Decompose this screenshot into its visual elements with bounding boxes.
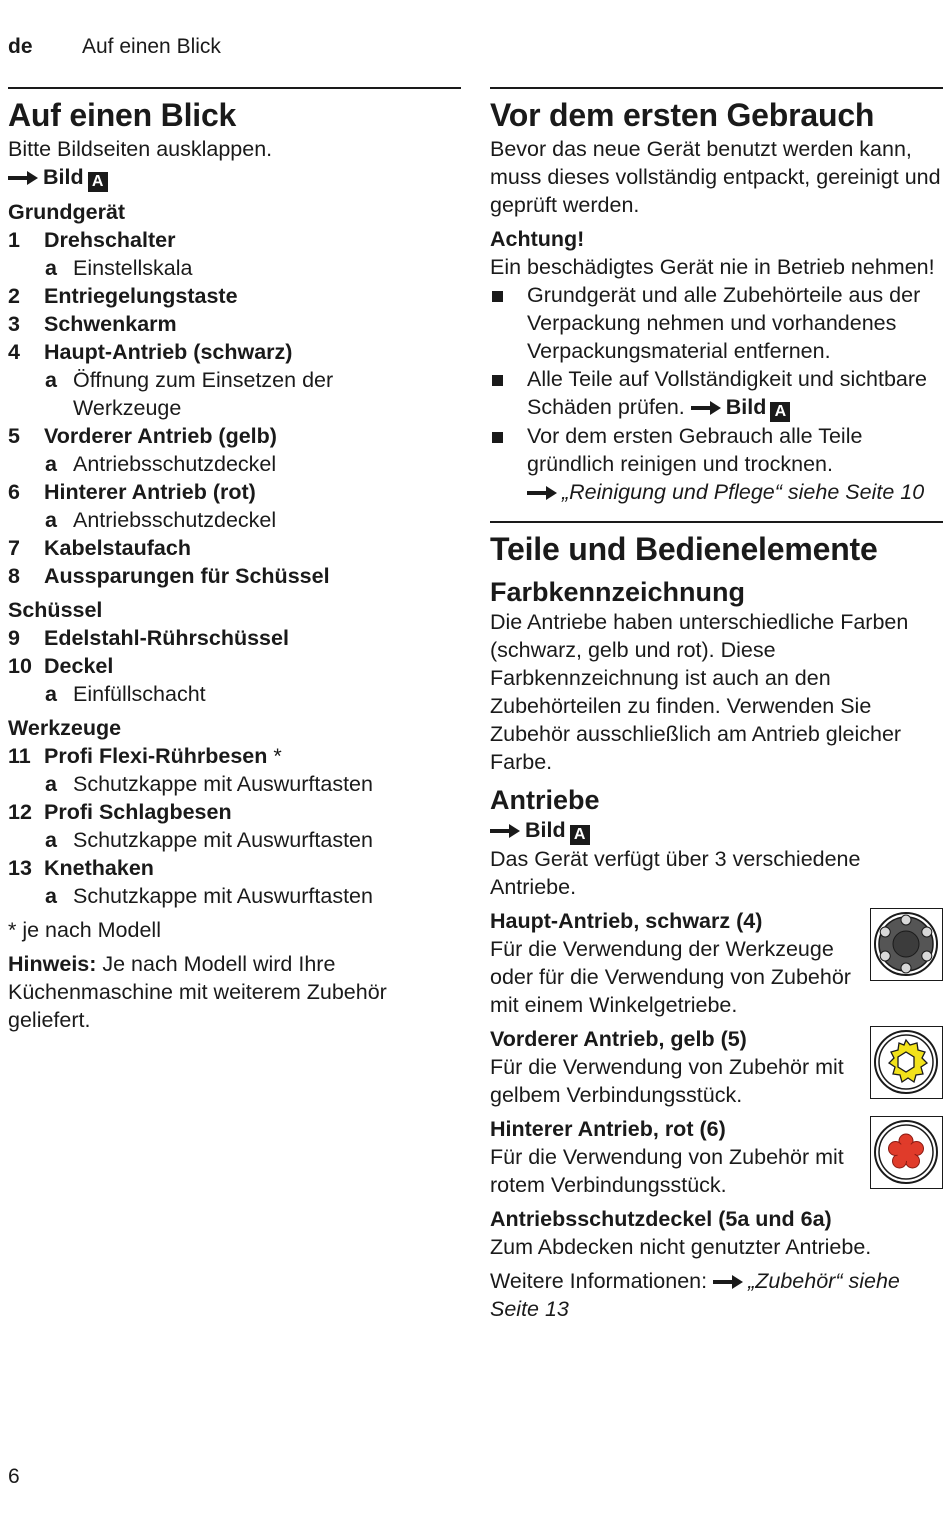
group-title: Schüssel: [8, 598, 103, 622]
drive-main: [490, 907, 943, 1019]
list-item: 10 Deckel: [8, 654, 114, 678]
list-item: 7 Kabelstaufach: [8, 536, 191, 560]
group-title: Grundgerät: [8, 200, 126, 224]
drive-front: [490, 1025, 943, 1109]
list-item: 11 Profi Flexi-Rührbesen *: [8, 744, 282, 768]
list-item: 6 Hinterer Antrieb (rot): [8, 480, 256, 504]
figure-label: Bild: [43, 165, 84, 189]
header-title: Auf einen Blick: [82, 35, 221, 58]
section-rule: [8, 87, 461, 89]
sub-item: a Einfüllschacht: [45, 682, 206, 706]
subsection-title-drives: Antriebe: [490, 785, 600, 815]
list-item: 12 Profi Schlagbesen: [8, 800, 232, 824]
list-item: 3 Schwenkarm: [8, 312, 177, 336]
section-title-first-use: Vor dem ersten Gebrauch: [490, 97, 875, 133]
list-item: 8 Aussparungen für Schüssel: [8, 564, 330, 588]
warning-label: Achtung!: [490, 227, 585, 251]
arrow-right-icon: [8, 171, 38, 185]
arrow-right-icon: [490, 824, 520, 838]
arrow-right-icon: [713, 1275, 743, 1289]
figure-reference[interactable]: [8, 163, 461, 192]
black-drive-icon: [870, 908, 943, 981]
hint-label: Hinweis:: [8, 952, 97, 976]
drive-text: Für die Verwendung von Zubehör mit gelbem Verbindungsstück.: [490, 1055, 844, 1107]
hint-text: Je nach Modell wird Ihre Küchenmaschine mit weiterem Zubehör geliefert.: [8, 952, 387, 1032]
list-item: 13 Knethaken: [8, 856, 154, 880]
cross-reference-link[interactable]: „Reinigung und Pflege“ siehe Seite 10: [527, 480, 924, 504]
page-number: 6: [8, 1465, 20, 1488]
bullet-square-icon: [492, 375, 503, 386]
section-title-overview: Auf einen Blick: [8, 97, 237, 133]
section-rule: [490, 521, 943, 523]
list-item: 9 Edelstahl-Rührschüssel: [8, 626, 289, 650]
arrow-right-icon: [527, 486, 557, 500]
group-title: Werkzeuge: [8, 716, 122, 740]
drives-text: Das Gerät verfügt über 3 verschiedene Antriebe.: [490, 847, 861, 899]
figure-box: A: [770, 402, 790, 422]
bullet-item: Grundgerät und alle Zubehörteile aus der Verpackung nehmen und vorhandenes Verpackungsmaterial entfernen.: [490, 281, 943, 365]
yellow-drive-icon: [870, 1026, 943, 1099]
left-column: [8, 87, 461, 1034]
sub-item-continuation: Werkzeuge: [73, 396, 182, 420]
figure-box: A: [570, 825, 590, 845]
sub-item: a Einstellskala: [45, 256, 193, 280]
bullet-square-icon: [492, 291, 503, 302]
right-column: [490, 87, 943, 1323]
list-item: 5 Vorderer Antrieb (gelb): [8, 424, 277, 448]
sub-item: a Öffnung zum Einsetzen der: [45, 368, 334, 392]
figure-box: A: [88, 172, 108, 192]
drive-title: Haupt-Antrieb, schwarz (4): [490, 909, 763, 933]
figure-reference[interactable]: Bild A: [490, 816, 943, 845]
color-coding-text: Die Antriebe haben unterschiedliche Farben (schwarz, gelb und rot). Diese Farbkennzeichnung ist auch an den Zubehörteilen zu finden. Verwenden Sie Zubehör ausschließlich am Antrieb gleicher Farbe.: [490, 610, 909, 774]
intro-text: Bitte Bildseiten ausklappen.: [8, 137, 273, 161]
section-rule: [490, 87, 943, 89]
drive-title: Vorderer Antrieb, gelb (5): [490, 1027, 747, 1051]
bullet-item: Alle Teile auf Vollständigkeit und sichtbare Schäden prüfen. Bild A: [490, 365, 943, 422]
drive-text: Für die Verwendung von Zubehör mit rotem Verbindungsstück.: [490, 1145, 844, 1197]
hint-paragraph: [8, 950, 461, 1034]
sub-item: a Schutzkappe mit Auswurftasten: [45, 772, 373, 796]
drive-rear: [490, 1115, 943, 1199]
figure-reference[interactable]: Bild A: [691, 395, 791, 419]
drive-text: Für die Verwendung der Werkzeuge oder für die Verwendung von Zubehör mit einem Winkelgetriebe.: [490, 937, 851, 1017]
sub-item: a Antriebsschutzdeckel: [45, 508, 277, 532]
sub-item: a Schutzkappe mit Auswurftasten: [45, 884, 373, 908]
bullet-item: Vor dem ersten Gebrauch alle Teile gründlich reinigen und trocknen. „Reinigung und Pflege“ siehe Seite 10: [490, 422, 943, 506]
warning-text: Ein beschädigtes Gerät nie in Betrieb nehmen!: [490, 255, 935, 279]
red-drive-icon: [870, 1116, 943, 1189]
section-title-parts: Teile und Bedienelemente: [490, 531, 878, 567]
list-item: 2 Entriegelungstaste: [8, 284, 238, 308]
arrow-right-icon: [691, 401, 721, 415]
drive-title: Hinterer Antrieb, rot (6): [490, 1117, 726, 1141]
list-item: 1 Drehschalter: [8, 228, 176, 252]
cover-text: Zum Abdecken nicht genutzter Antriebe.: [490, 1235, 872, 1259]
language-code: de: [8, 35, 33, 58]
list-item: 4 Haupt-Antrieb (schwarz): [8, 340, 293, 364]
bullet-square-icon: [492, 432, 503, 443]
more-info: Weitere Informationen: „Zubehör“ siehe Seite 13: [490, 1269, 900, 1321]
sub-item: a Antriebsschutzdeckel: [45, 452, 277, 476]
first-use-intro: Bevor das neue Gerät benutzt werden kann, muss dieses vollständig entpackt, gereinigt und geprüft werden.: [490, 137, 941, 217]
footnote: * je nach Modell: [8, 918, 161, 942]
cross-reference-link[interactable]: „Zubehör“ siehe Seite 13: [490, 1269, 900, 1321]
subsection-title-color-coding: Farbkennzeichnung: [490, 577, 746, 607]
cover-title: Antriebsschutzdeckel (5a und 6a): [490, 1207, 832, 1231]
sub-item: a Schutzkappe mit Auswurftasten: [45, 828, 373, 852]
